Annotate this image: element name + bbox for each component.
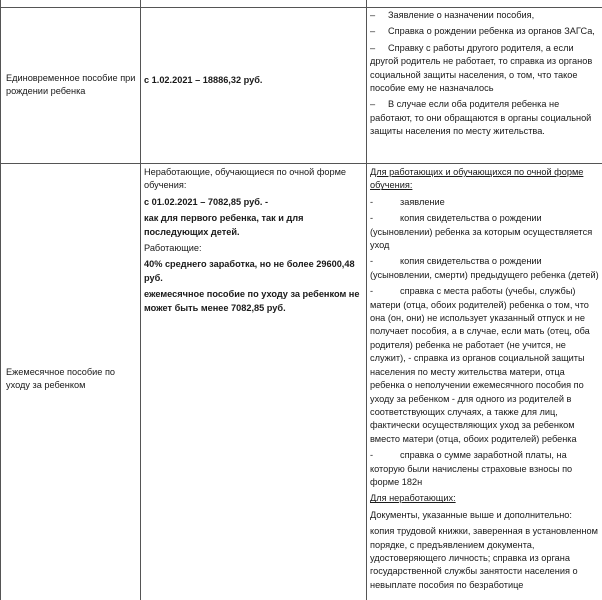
row1-benefit-name: Единовременное пособие при рождении ребенка xyxy=(6,73,136,97)
list-item: – Справка о рождении ребенка из органов ЗАГСа, xyxy=(370,26,595,37)
row2-benefit-amount: Неработающие, обучающиеся по очной форме обучения: с 01.02.2021 – 7082,85 руб. - как для первого ребенка, так и для последующих детей. Работающие: 40% среднего заработка, но не более 29600,48 руб. ежемесячное пособие по уходу за ребенком не может быть менее 7082,85 руб. xyxy=(144,167,360,313)
row2-benefit-name: Ежемесячное пособие по уходу за ребенком xyxy=(6,367,116,391)
table-row-divider-top xyxy=(0,7,602,8)
list-item: - справка с места работы (учебы, службы) матери (отца, обоих родителей) ребенка о том, что она (он, они) не использует указанный отпуск и не получает пособия, а в случае, если мать (отец, оба родителя) ребенка не работает (не учится, не служит), - справка из органов социальной защиты населения по месту жительства матери, отца ребенка о неполучении ежемесячного пособия по уходу за ребенком - для одного из родителей в соответствующих случаях, а также для лиц, фактически осуществляющих уход за ребенком вместо матери (отца, обоих родителей) ребенка xyxy=(370,286,590,444)
table-divider-col1 xyxy=(140,0,141,600)
list-item: – Заявление о назначении пособия, xyxy=(370,10,535,20)
row1-benefit-amount: с 1.02.2021 – 18886,32 руб. xyxy=(144,75,263,85)
list-item: – Справку с работы другого родителя, а если другой родитель не работает, то справка из органов социальной защиты населения, о том, что такое пособие ему не назначалось xyxy=(370,42,593,94)
list-item: - копия свидетельства о рождении (усыновлении, смерти) предыдущего ребенка (детей) xyxy=(370,256,599,280)
row1-documents xyxy=(370,9,602,142)
table-row-divider xyxy=(0,163,602,164)
table-border-left xyxy=(0,0,1,600)
list-item: - заявление xyxy=(370,196,445,207)
table-divider-col2 xyxy=(366,0,367,600)
list-item: – В случае если оба родителя ребенка не работают, то они обращаются в органы социальной защиты населения по месту жительства. xyxy=(370,99,592,137)
list-item: - копия свидетельства о рождении (усыновлении) ребенка за которым осуществляется уход xyxy=(370,213,593,251)
row2-documents: Для работающих и обучающихся по очной форме обучения: - заявление - копия свидетельства о рождении (усыновлении) ребенка за которым осуществляется уход - копия свидетельства о рождении (усыновлении, смерти) предыдущего ребенка (детей) - справка с места работы (учебы, службы) матери (отца, обоих родителей) ребенка о том, что она (он, они) не использует указанный отпуск и не получает пособия, а в случае, если мать (отец, оба родителя) ребенка не работает (не учится, не служит), - справка из органов социальной защиты населения по месту жительства матери, отца ребенка о неполучении ежемесячного пособия по уходу за ребенком - для одного из родителей в соответствующих случаях, а также для лиц, фактически осуществляющих уход за ребенком вместо матери (отца, обоих родителей) ребенка - справка о сумме заработной платы, на которую были начислены страховые взносы по форме 182н Для неработающих: Документы, указанные выше и дополнительно: копия трудовой книжки, заверенная в установленном порядке, с предъявлением документа, удостоверяющего личность; справка из органа государственной службы занятости населения о невыплате пособия по безработице xyxy=(370,166,602,595)
list-item: - справка о сумме заработной платы, на которую были начислены страховые взносы по форме 182н xyxy=(370,450,573,487)
